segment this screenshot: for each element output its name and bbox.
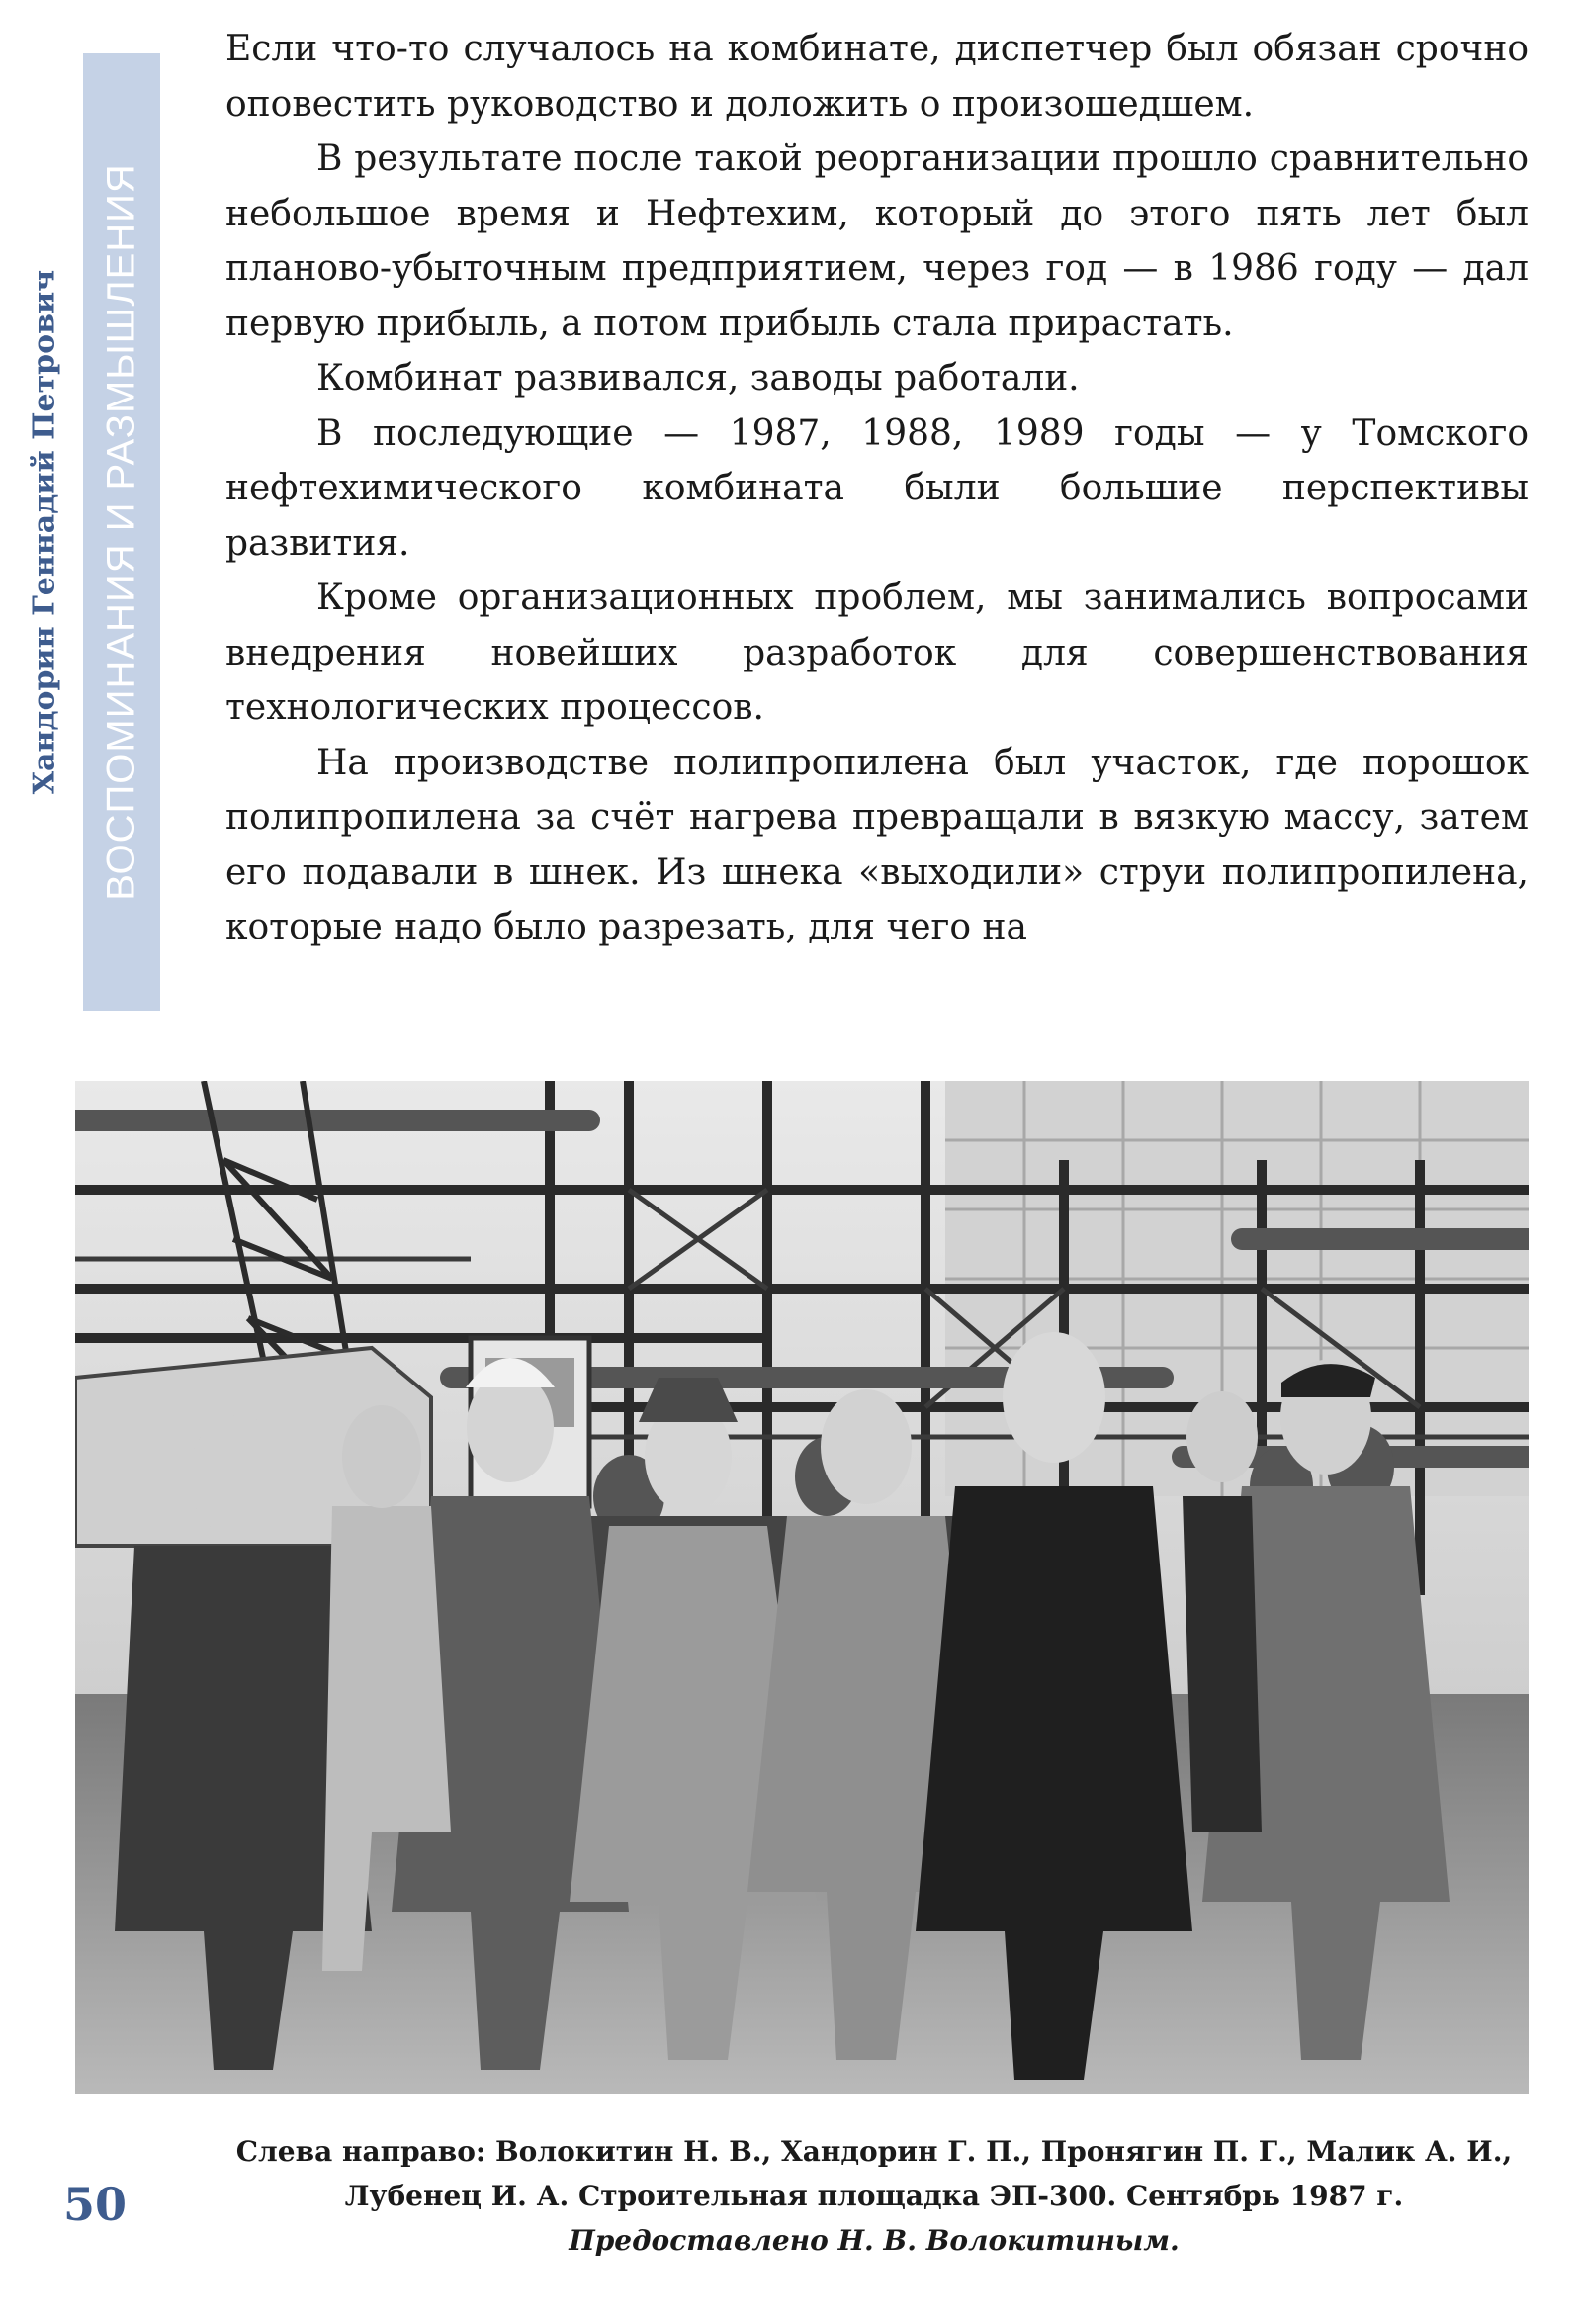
page-number: 50 bbox=[63, 2178, 128, 2231]
paragraph: Кроме организационных проблем, мы занимались вопросами внедрения новейших разработок для совершенствования технологических процессов. bbox=[225, 578, 1529, 728]
sidebar-author-name: Хандорин Геннадий Петрович bbox=[27, 269, 62, 795]
caption-line: Слева направо: Волокитин Н. В., Хандорин Г. П., Пронягин П. Г., Малик А. И., bbox=[235, 2135, 1513, 2168]
caption-credit: Предоставлено Н. В. Волокитиным. bbox=[569, 2224, 1180, 2257]
group-photo-illustration bbox=[75, 1081, 1529, 2094]
sidebar-section-title: ВОСПОМИНАНИЯ И РАЗМЫШЛЕНИЯ bbox=[99, 163, 143, 901]
paragraph: Комбинат развивался, заводы работали. bbox=[316, 358, 1080, 399]
group-photo bbox=[75, 1081, 1529, 2094]
paragraph: В результате после такой реорганизации прошло сравнительно небольшое время и Нефтехим, который до этого пять лет был планово-убыточным предприятием, через год — в 1986 году — дал первую прибыль, а потом прибыль стала прирастать. bbox=[225, 138, 1529, 344]
paragraph: На производстве полипропилена был участок, где порошок полипропилена за счёт нагрева превращали в вязкую массу, затем его подавали в шнек. Из шнека «выходили» струи полипропилена, которые надо было разрезать, для чего на bbox=[225, 742, 1529, 947]
photo-caption bbox=[220, 2129, 1529, 2263]
caption-line: Лубенец И. А. Строительная площадка ЭП-300. Сентябрь 1987 г. bbox=[344, 2180, 1404, 2212]
paragraph: Если что-то случалось на комбинате, диспетчер был обязан срочно оповестить руководство и доложить о произошедшем. bbox=[225, 29, 1529, 125]
body-text bbox=[225, 22, 1529, 955]
paragraph: В последующие — 1987, 1988, 1989 годы — у Томского нефтехимического комбината были большие перспективы развития. bbox=[225, 412, 1529, 564]
